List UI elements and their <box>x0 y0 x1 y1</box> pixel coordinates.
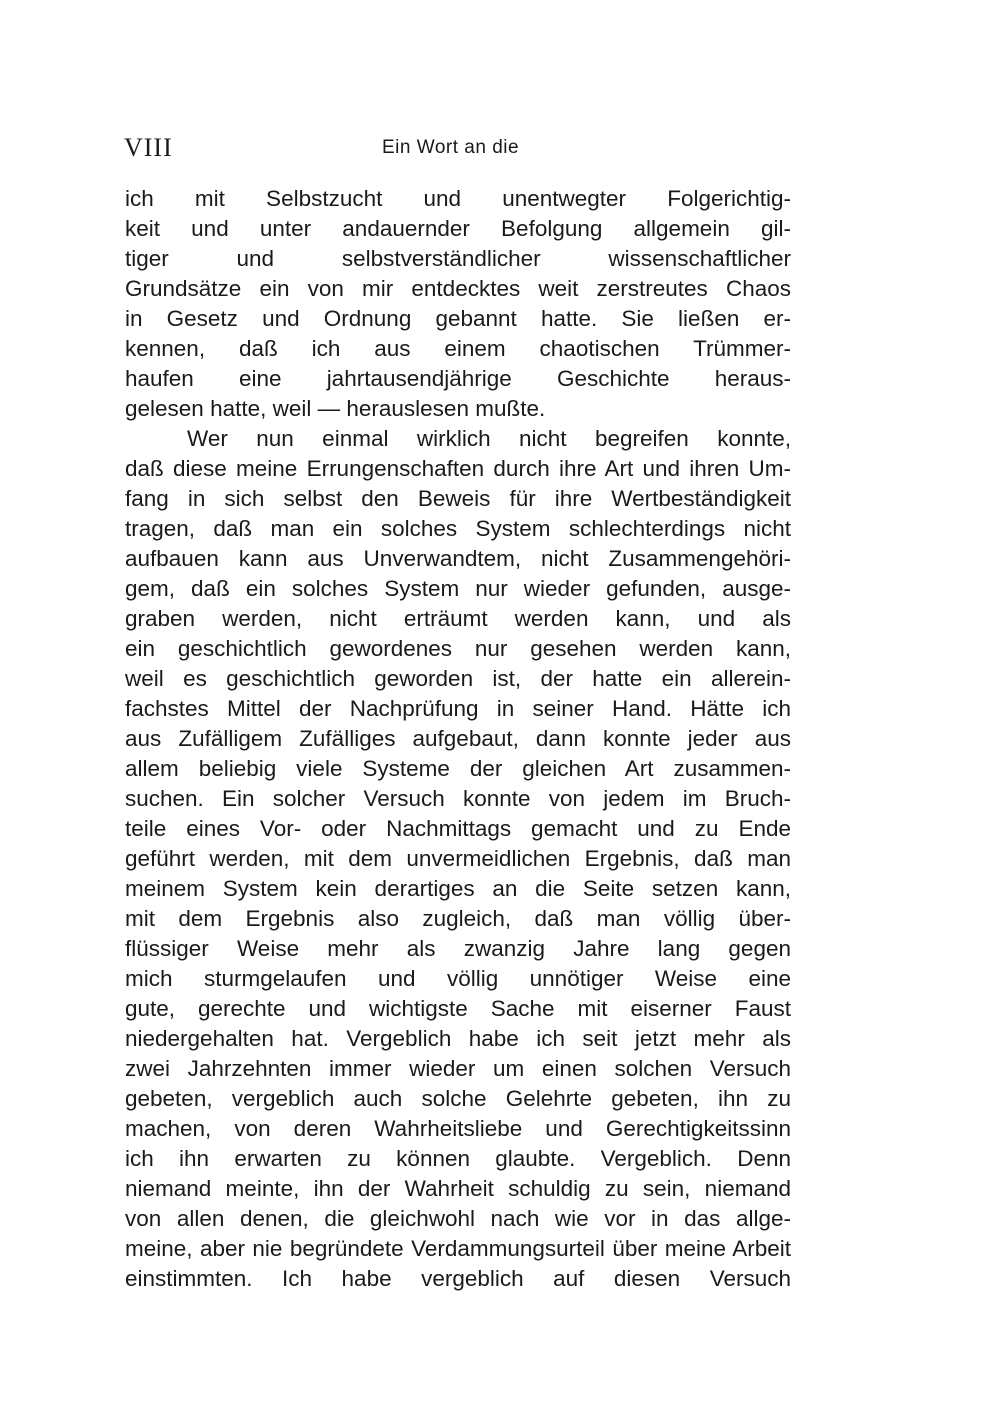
text-line: teile eines Vor- oder Nachmittags gemacht und zu Ende <box>125 816 791 841</box>
text-line: allem beliebig viele Systeme der gleichen Art zusammen- <box>125 756 791 781</box>
text-line: graben werden, nicht erträumt werden kann, und als <box>125 606 791 631</box>
text-line: machen, von deren Wahrheitsliebe und Gerechtigkeitssinn <box>125 1116 791 1141</box>
text-line: in Gesetz und Ordnung gebannt hatte. Sie ließen er- <box>125 306 791 331</box>
text-line: keit und unter andauernder Befolgung allgemein gil- <box>125 216 791 241</box>
text-line: mit dem Ergebnis also zugleich, daß man völlig über- <box>125 906 791 931</box>
text-line: aus Zufälligem Zufälliges aufgebaut, dann konnte jeder aus <box>125 726 791 751</box>
text-line: gebeten, vergeblich auch solche Gelehrte gebeten, ihn zu <box>125 1086 791 1111</box>
text-line: Wer nun einmal wirklich nicht begreifen konnte, <box>187 426 791 451</box>
text-line: meinem System kein derartiges an die Seite setzen kann, <box>125 876 791 901</box>
text-line: tragen, daß man ein solches System schlechterdings nicht <box>125 516 791 541</box>
text-line: Grundsätze ein von mir entdecktes weit zerstreutes Chaos <box>125 276 791 301</box>
text-line: meine, aber nie begründete Verdammungsurteil über meine Arbeit <box>125 1236 791 1261</box>
text-line: fachstes Mittel der Nachprüfung in seiner Hand. Hätte ich <box>125 696 791 721</box>
text-line: weil es geschichtlich geworden ist, der hatte ein allerein- <box>125 666 791 691</box>
text-line: ich ihn erwarten zu können glaubte. Vergeblich. Denn <box>125 1146 791 1171</box>
text-line: zwei Jahrzehnten immer wieder um einen solchen Versuch <box>125 1056 791 1081</box>
text-line: mich sturmgelaufen und völlig unnötiger Weise eine <box>125 966 791 991</box>
page-header <box>124 133 794 163</box>
text-line: von allen denen, die gleichwohl nach wie vor in das allge- <box>125 1206 791 1231</box>
text-line: fang in sich selbst den Beweis für ihre Wertbeständigkeit <box>125 486 791 511</box>
text-line: suchen. Ein solcher Versuch konnte von jedem im Bruch- <box>125 786 791 811</box>
text-line: niemand meinte, ihn der Wahrheit schuldig zu sein, niemand <box>125 1176 791 1201</box>
text-line: gem, daß ein solches System nur wieder gefunden, ausge- <box>125 576 791 601</box>
body-text <box>125 184 791 1294</box>
text-line: ein geschichtlich gewordenes nur gesehen werden kann, <box>125 636 791 661</box>
text-line: gute, gerechte und wichtigste Sache mit eiserner Faust <box>125 996 791 1021</box>
page-number: VIII <box>124 133 173 162</box>
text-line: kennen, daß ich aus einem chaotischen Trümmer- <box>125 336 791 361</box>
text-line: ich mit Selbstzucht und unentwegter Folgerichtig- <box>125 186 791 211</box>
text-line: niedergehalten hat. Vergeblich habe ich seit jetzt mehr als <box>125 1026 791 1051</box>
text-line: aufbauen kann aus Unverwandtem, nicht Zusammengehöri- <box>125 546 791 571</box>
text-line: daß diese meine Errungenschaften durch ihre Art und ihren Um- <box>125 456 791 481</box>
text-line: tiger und selbstverständlicher wissenschaftlicher <box>125 246 791 271</box>
text-line: gelesen hatte, weil — herauslesen mußte. <box>125 396 546 421</box>
text-line: einstimmten. Ich habe vergeblich auf diesen Versuch <box>125 1266 791 1291</box>
text-line: flüssiger Weise mehr als zwanzig Jahre lang gegen <box>125 936 791 961</box>
running-head: Ein Wort an die <box>382 137 520 158</box>
text-line: haufen eine jahrtausendjährige Geschichte heraus- <box>125 366 791 391</box>
text-line: geführt werden, mit dem unvermeidlichen Ergebnis, daß man <box>125 846 791 871</box>
